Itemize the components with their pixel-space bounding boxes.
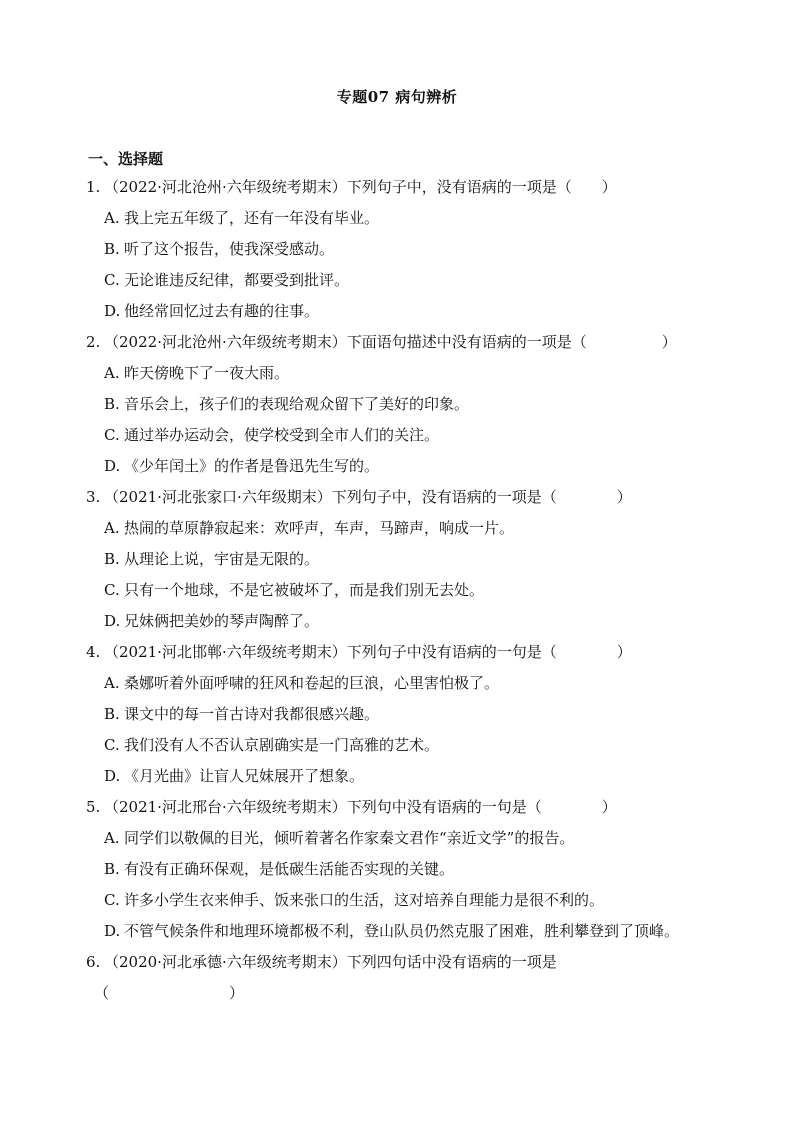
option-text: 音乐会上，孩子们的表现给观众留下了美好的印象。 [124,395,470,413]
question-number: 2. [86,333,101,351]
question-stem [86,176,716,199]
option-d[interactable] [104,300,716,322]
option-letter: D. [104,457,121,475]
question-text: （2022·河北沧州·六年级统考期末）下列句子中，没有语病的一项是（ ） [104,178,617,196]
option-letter: A. [104,209,120,227]
question-text: （2020·河北承德·六年级统考期末）下列四句话中没有语病的一项是 [104,953,557,971]
option-text: 《少年闰土》的作者是鲁迅先生写的。 [124,457,380,475]
option-letter: A. [104,519,120,537]
option-c[interactable] [104,424,716,446]
question-item [86,951,716,1004]
question-item [86,641,716,787]
option-letter: C. [104,271,120,289]
option-letter: C. [104,581,120,599]
option-text: 我们没有人不否认京剧确实是一门高雅的艺术。 [124,736,440,754]
option-text: 从理论上说，宇宙是无限的。 [124,550,320,568]
option-d[interactable] [104,765,716,787]
option-a[interactable] [104,827,716,849]
option-text: 听了这个报告，使我深受感动。 [124,240,335,258]
option-b[interactable] [104,393,716,415]
option-letter: B. [104,860,120,878]
question-stem [86,331,716,354]
option-text: 课文中的每一首古诗对我都很感兴趣。 [124,705,380,723]
option-b[interactable] [104,858,716,880]
question-stem [86,951,716,974]
option-a[interactable] [104,362,716,384]
option-letter: A. [104,364,120,382]
option-d[interactable] [104,920,716,942]
question-item [86,331,716,477]
question-number: 6. [86,953,101,971]
question-text: （2021·河北邢台·六年级统考期末）下列句中没有语病的一句是（ ） [104,798,617,816]
option-letter: C. [104,891,120,909]
question-number: 4. [86,643,101,661]
option-a[interactable] [104,672,716,694]
question-number: 1. [86,178,101,196]
option-letter: B. [104,240,120,258]
option-letter: A. [104,829,120,847]
question-stem [86,641,716,664]
question-stem [86,486,716,509]
section-heading: 一、选择题 [88,150,164,168]
option-a[interactable] [104,517,716,539]
option-text: 热闹的草原静寂起来：欢呼声，车声，马蹄声，响成一片。 [124,519,515,537]
option-d[interactable] [104,610,716,632]
option-letter: D. [104,767,121,785]
option-text: 我上完五年级了，还有一年没有毕业。 [124,209,380,227]
option-text: 同学们以敬佩的目光，倾听着著名作家秦文君作“亲近文学”的报告。 [124,829,575,847]
question-text: （2022·河北沧州·六年级统考期末）下面语句描述中没有语病的一项是（ ） [104,333,677,351]
option-text: 只有一个地球，不是它被破坏了，而是我们别无去处。 [124,581,485,599]
option-text: 桑娜听着外面呼啸的狂风和卷起的巨浪，心里害怕极了。 [124,674,500,692]
option-c[interactable] [104,579,716,601]
option-text: 《月光曲》让盲人兄妹展开了想象。 [124,767,365,785]
page-title: 专题07 病句辨析 [336,88,458,106]
option-letter: C. [104,426,120,444]
question-list [86,176,716,1004]
option-letter: D. [104,302,121,320]
question-text: （2021·河北邯郸·六年级统考期末）下列句子中没有语病的一句是（ ） [104,643,632,661]
option-letter: B. [104,705,120,723]
option-text: 昨天傍晚下了一夜大雨。 [124,364,290,382]
question-item [86,486,716,632]
option-text: 许多小学生衣来伸手、饭来张口的生活，这对培养自理能力是很不利的。 [124,891,605,909]
option-text: 有没有正确环保观，是低碳生活能否实现的关键。 [124,860,455,878]
option-b[interactable] [104,548,716,570]
option-letter: D. [104,922,121,940]
option-b[interactable] [104,703,716,725]
option-text: 兄妹俩把美妙的琴声陶醉了。 [124,612,320,630]
option-c[interactable] [104,734,716,756]
option-letter: D. [104,612,121,630]
option-text: 不管气候条件和地理环境都极不利，登山队员仍然克服了困难，胜利攀登到了顶峰。 [124,922,680,940]
option-letter: A. [104,674,120,692]
option-d[interactable] [104,455,716,477]
option-text: 他经常回忆过去有趣的往事。 [124,302,320,320]
option-c[interactable] [104,269,716,291]
answer-blank[interactable]: （ ） [94,984,245,1002]
question-stem [86,796,716,819]
option-a[interactable] [104,207,716,229]
option-c[interactable] [104,889,716,911]
question-number: 5. [86,798,101,816]
question-item [86,176,716,322]
option-letter: B. [104,550,120,568]
option-text: 通过举办运动会，使学校受到全市人们的关注。 [124,426,440,444]
option-text: 无论谁违反纪律，都要受到批评。 [124,271,350,289]
option-letter: C. [104,736,120,754]
option-letter: B. [104,395,120,413]
question-item [86,796,716,942]
option-b[interactable] [104,238,716,260]
question-number: 3. [86,488,101,506]
question-text: （2021·河北张家口·六年级期末）下列句子中，没有语病的一项是（ ） [104,488,632,506]
